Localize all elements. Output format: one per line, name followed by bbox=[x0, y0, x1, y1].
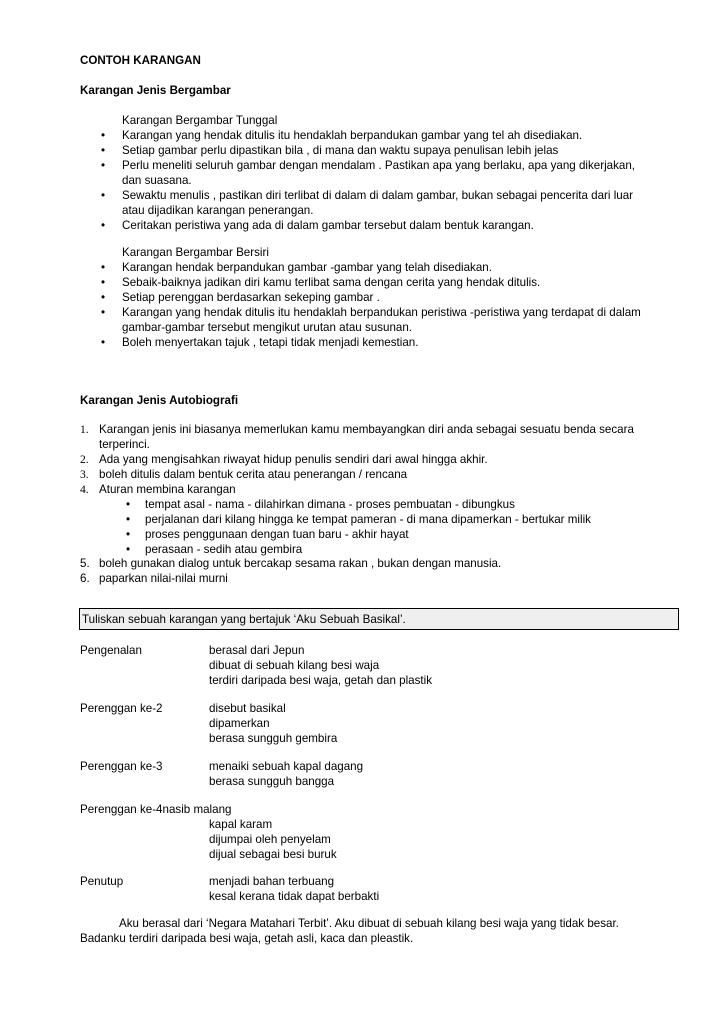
list-item-continuation: dan suasana. bbox=[122, 174, 192, 187]
bullet-icon: • bbox=[101, 189, 106, 202]
outline-line: disebut basikal bbox=[209, 702, 286, 715]
bullet-icon: • bbox=[101, 129, 106, 142]
list-item: Ceritakan peristiwa yang ada di dalam gambar tersebut dalam bentuk karangan. bbox=[122, 219, 534, 232]
numbered-item: Ada yang mengisahkan riwayat hidup penulis sendiri dari awal hingga akhir. bbox=[99, 453, 488, 466]
numbered-item: paparkan nilai-nilai murni bbox=[99, 572, 228, 585]
bullet-icon: • bbox=[101, 306, 106, 319]
outline-line: dipamerkan bbox=[209, 717, 270, 730]
outline-line: dijumpai oleh penyelam bbox=[209, 833, 331, 846]
outline-line: terdiri daripada besi waja, getah dan plastik bbox=[209, 674, 432, 687]
sub-list-item: perjalanan dari kilang hingga ke tempat pameran - di mana dipamerkan - bertukar milik bbox=[145, 513, 591, 526]
task-text: Tuliskan sebuah karangan yang bertajuk ‘Aku Sebuah Basikal’. bbox=[82, 613, 406, 626]
bullet-icon: • bbox=[101, 159, 106, 172]
outline-label-pengenalan: Pengenalan bbox=[80, 644, 142, 657]
outline-line: menjadi bahan terbuang bbox=[209, 875, 335, 888]
list-number: 1. bbox=[80, 423, 89, 436]
subheading-bersiri: Karangan Bergambar Bersiri bbox=[122, 246, 269, 259]
bullet-icon: • bbox=[101, 276, 106, 289]
outline-label-perenggan-4: Perenggan ke-4nasib malang bbox=[80, 803, 232, 816]
outline-line: dibuat di sebuah kilang besi waja bbox=[209, 659, 380, 672]
outline-line: menaiki sebuah kapal dagang bbox=[209, 760, 364, 773]
outline-line: berasa sungguh gembira bbox=[209, 732, 338, 745]
document-title: CONTOH KARANGAN bbox=[80, 54, 201, 67]
task-box bbox=[79, 608, 679, 630]
bullet-icon: • bbox=[101, 336, 106, 349]
sub-list-item: perasaan - sedih atau gembira bbox=[145, 543, 303, 556]
list-number: 4. bbox=[80, 483, 89, 496]
numbered-item-continuation: terperinci. bbox=[99, 438, 150, 451]
bullet-icon: • bbox=[126, 513, 131, 526]
numbered-item: boleh ditulis dalam bentuk cerita atau penerangan / rencana bbox=[99, 468, 408, 481]
list-number: 3. bbox=[80, 468, 89, 481]
list-item: Setiap gambar perlu dipastikan bila , di mana dan waktu supaya penulisan lebih jelas bbox=[122, 144, 559, 157]
bullet-icon: • bbox=[101, 219, 106, 232]
outline-line: dijual sebagai besi buruk bbox=[209, 848, 337, 861]
essay-line: Aku berasal dari ‘Negara Matahari Terbit’. Aku dibuat di sebuah kilang besi waja yang tidak besar. bbox=[119, 917, 619, 930]
bullet-icon: • bbox=[101, 261, 106, 274]
outline-line: kesal kerana tidak dapat berbakti bbox=[209, 890, 380, 903]
outline-label-perenggan-2: Perenggan ke-2 bbox=[80, 702, 163, 715]
bullet-icon: • bbox=[101, 291, 106, 304]
list-number: 5. bbox=[80, 557, 90, 570]
outline-line: berasa sungguh bangga bbox=[209, 775, 335, 788]
bullet-icon: • bbox=[126, 528, 131, 541]
subheading-tunggal: Karangan Bergambar Tunggal bbox=[122, 114, 278, 127]
list-number: 6. bbox=[80, 572, 90, 585]
numbered-item: boleh gunakan dialog untuk bercakap sesama rakan , bukan dengan manusia. bbox=[99, 557, 502, 570]
list-item: Karangan yang hendak ditulis itu hendaklah berpandukan gambar yang tel ah disediakan. bbox=[122, 129, 583, 142]
list-item: Boleh menyertakan tajuk , tetapi tidak menjadi kemestian. bbox=[122, 336, 419, 349]
bullet-icon: • bbox=[126, 543, 131, 556]
bullet-icon: • bbox=[126, 498, 131, 511]
essay-line: Badanku terdiri daripada besi waja, getah asli, kaca dan pleastik. bbox=[80, 932, 414, 945]
list-item: Karangan hendak berpandukan gambar -gambar yang telah disediakan. bbox=[122, 261, 492, 274]
numbered-item: Aturan membina karangan bbox=[99, 483, 236, 496]
list-item: Sewaktu menulis , pastikan diri terlibat di dalam di dalam gambar, bukan sebagai pencerita dari luar bbox=[122, 189, 634, 202]
sub-list-item: proses penggunaan dengan tuan baru - akhir hayat bbox=[145, 528, 409, 541]
list-item: Perlu meneliti seluruh gambar dengan mendalam . Pastikan apa yang berlaku, apa yang dikerjakan, bbox=[122, 159, 636, 172]
outline-label-penutup: Penutup bbox=[80, 875, 124, 888]
list-number: 2. bbox=[80, 453, 89, 466]
list-item: Karangan yang hendak ditulis itu hendaklah berpandukan peristiwa -peristiwa yang terdapat di dalam bbox=[122, 306, 641, 319]
numbered-item: Karangan jenis ini biasanya memerlukan kamu membayangkan diri anda sebagai sesuatu benda secara bbox=[99, 423, 634, 436]
list-item: Setiap perenggan berdasarkan sekeping gambar . bbox=[122, 291, 380, 304]
outline-line: berasal dari Jepun bbox=[209, 644, 305, 657]
sub-list-item: tempat asal - nama - dilahirkan dimana - proses pembuatan - dibungkus bbox=[145, 498, 515, 511]
list-item-continuation: gambar-gambar tersebut mengikut urutan atau susunan. bbox=[122, 321, 413, 334]
section-heading-bergambar: Karangan Jenis Bergambar bbox=[80, 84, 231, 97]
outline-label-perenggan-3: Perenggan ke-3 bbox=[80, 760, 163, 773]
outline-line: kapal karam bbox=[209, 818, 273, 831]
bullet-icon: • bbox=[101, 144, 106, 157]
list-item-continuation: atau dijadikan karangan penerangan. bbox=[122, 204, 314, 217]
list-item: Sebaik-baiknya jadikan diri kamu terlibat sama dengan cerita yang hendak ditulis. bbox=[122, 276, 541, 289]
section-heading-autobiografi: Karangan Jenis Autobiografi bbox=[80, 394, 239, 407]
